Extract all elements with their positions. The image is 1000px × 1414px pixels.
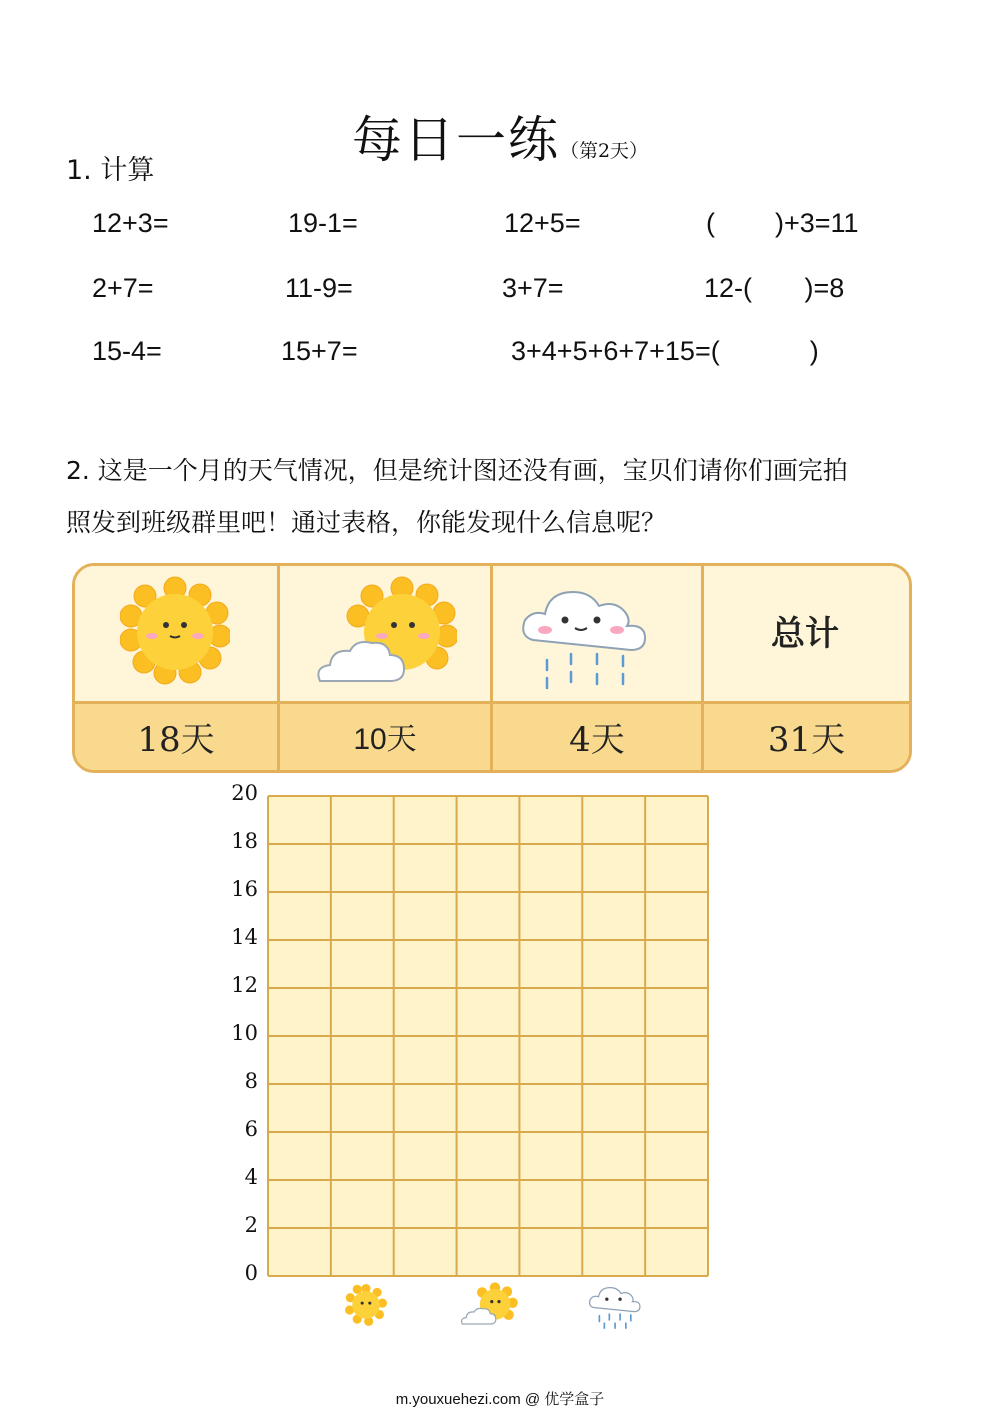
count-rainy: 4天: [569, 720, 625, 760]
count-partly-cloudy: 10天: [353, 723, 417, 756]
footer-watermark: m.youxuehezi.com @ 优学盒子: [395, 1391, 605, 1408]
expression: 3+7=: [502, 273, 564, 303]
expression: 15-4=: [92, 336, 162, 366]
expression: 12-( )=8: [704, 273, 845, 303]
y-tick-label: 18: [231, 829, 258, 853]
question-2-line-2: 照发到班级群里吧！通过表格，你能发现什么信息呢？: [66, 508, 667, 537]
y-tick-label: 14: [231, 925, 258, 949]
table-divider: [277, 566, 280, 770]
expression: 12+3=: [92, 208, 169, 238]
question-2-line-1: 2. 这是一个月的天气情况，但是统计图还没有画，宝贝们请你们画完拍: [66, 456, 848, 485]
expression: ( )+3=11: [706, 208, 859, 238]
table-divider: [490, 566, 493, 770]
total-label: 总计: [771, 614, 839, 654]
title-sub: （第2天）: [559, 140, 649, 162]
rainy-icon: [587, 1280, 649, 1330]
expression: 15+7=: [281, 336, 358, 366]
y-tick-label: 12: [231, 973, 258, 997]
count-total: 31天: [767, 720, 846, 760]
question-1-label: 1. 计算: [66, 155, 155, 186]
title-main: 每日一练: [351, 111, 560, 169]
expression: 12+5=: [504, 208, 581, 238]
question-2-text: [66, 445, 966, 549]
rainy-icon: [517, 574, 667, 694]
blank-bar-chart-grid[interactable]: [267, 795, 709, 1277]
table-divider: [701, 566, 704, 770]
partly-cloudy-icon: [312, 576, 457, 691]
expression: 11-9=: [285, 273, 353, 303]
y-tick-label: 6: [244, 1117, 258, 1141]
weather-table: [72, 563, 912, 773]
sunny-icon: [345, 1284, 387, 1326]
expression: 3+4+5+6+7+15=( ): [511, 336, 819, 366]
y-tick-label: 8: [244, 1069, 258, 1093]
y-tick-label: 20: [231, 781, 258, 805]
expression: 19-1=: [288, 208, 358, 238]
sunny-icon: [120, 576, 230, 686]
y-tick-label: 0: [244, 1261, 258, 1285]
partly-cloudy-icon: [458, 1282, 518, 1328]
expression: 2+7=: [92, 273, 154, 303]
count-sunny: 18天: [137, 720, 215, 760]
y-tick-label: 4: [244, 1165, 258, 1189]
y-tick-label: 10: [231, 1021, 258, 1045]
y-tick-label: 16: [231, 877, 258, 901]
y-tick-label: 2: [244, 1213, 258, 1237]
